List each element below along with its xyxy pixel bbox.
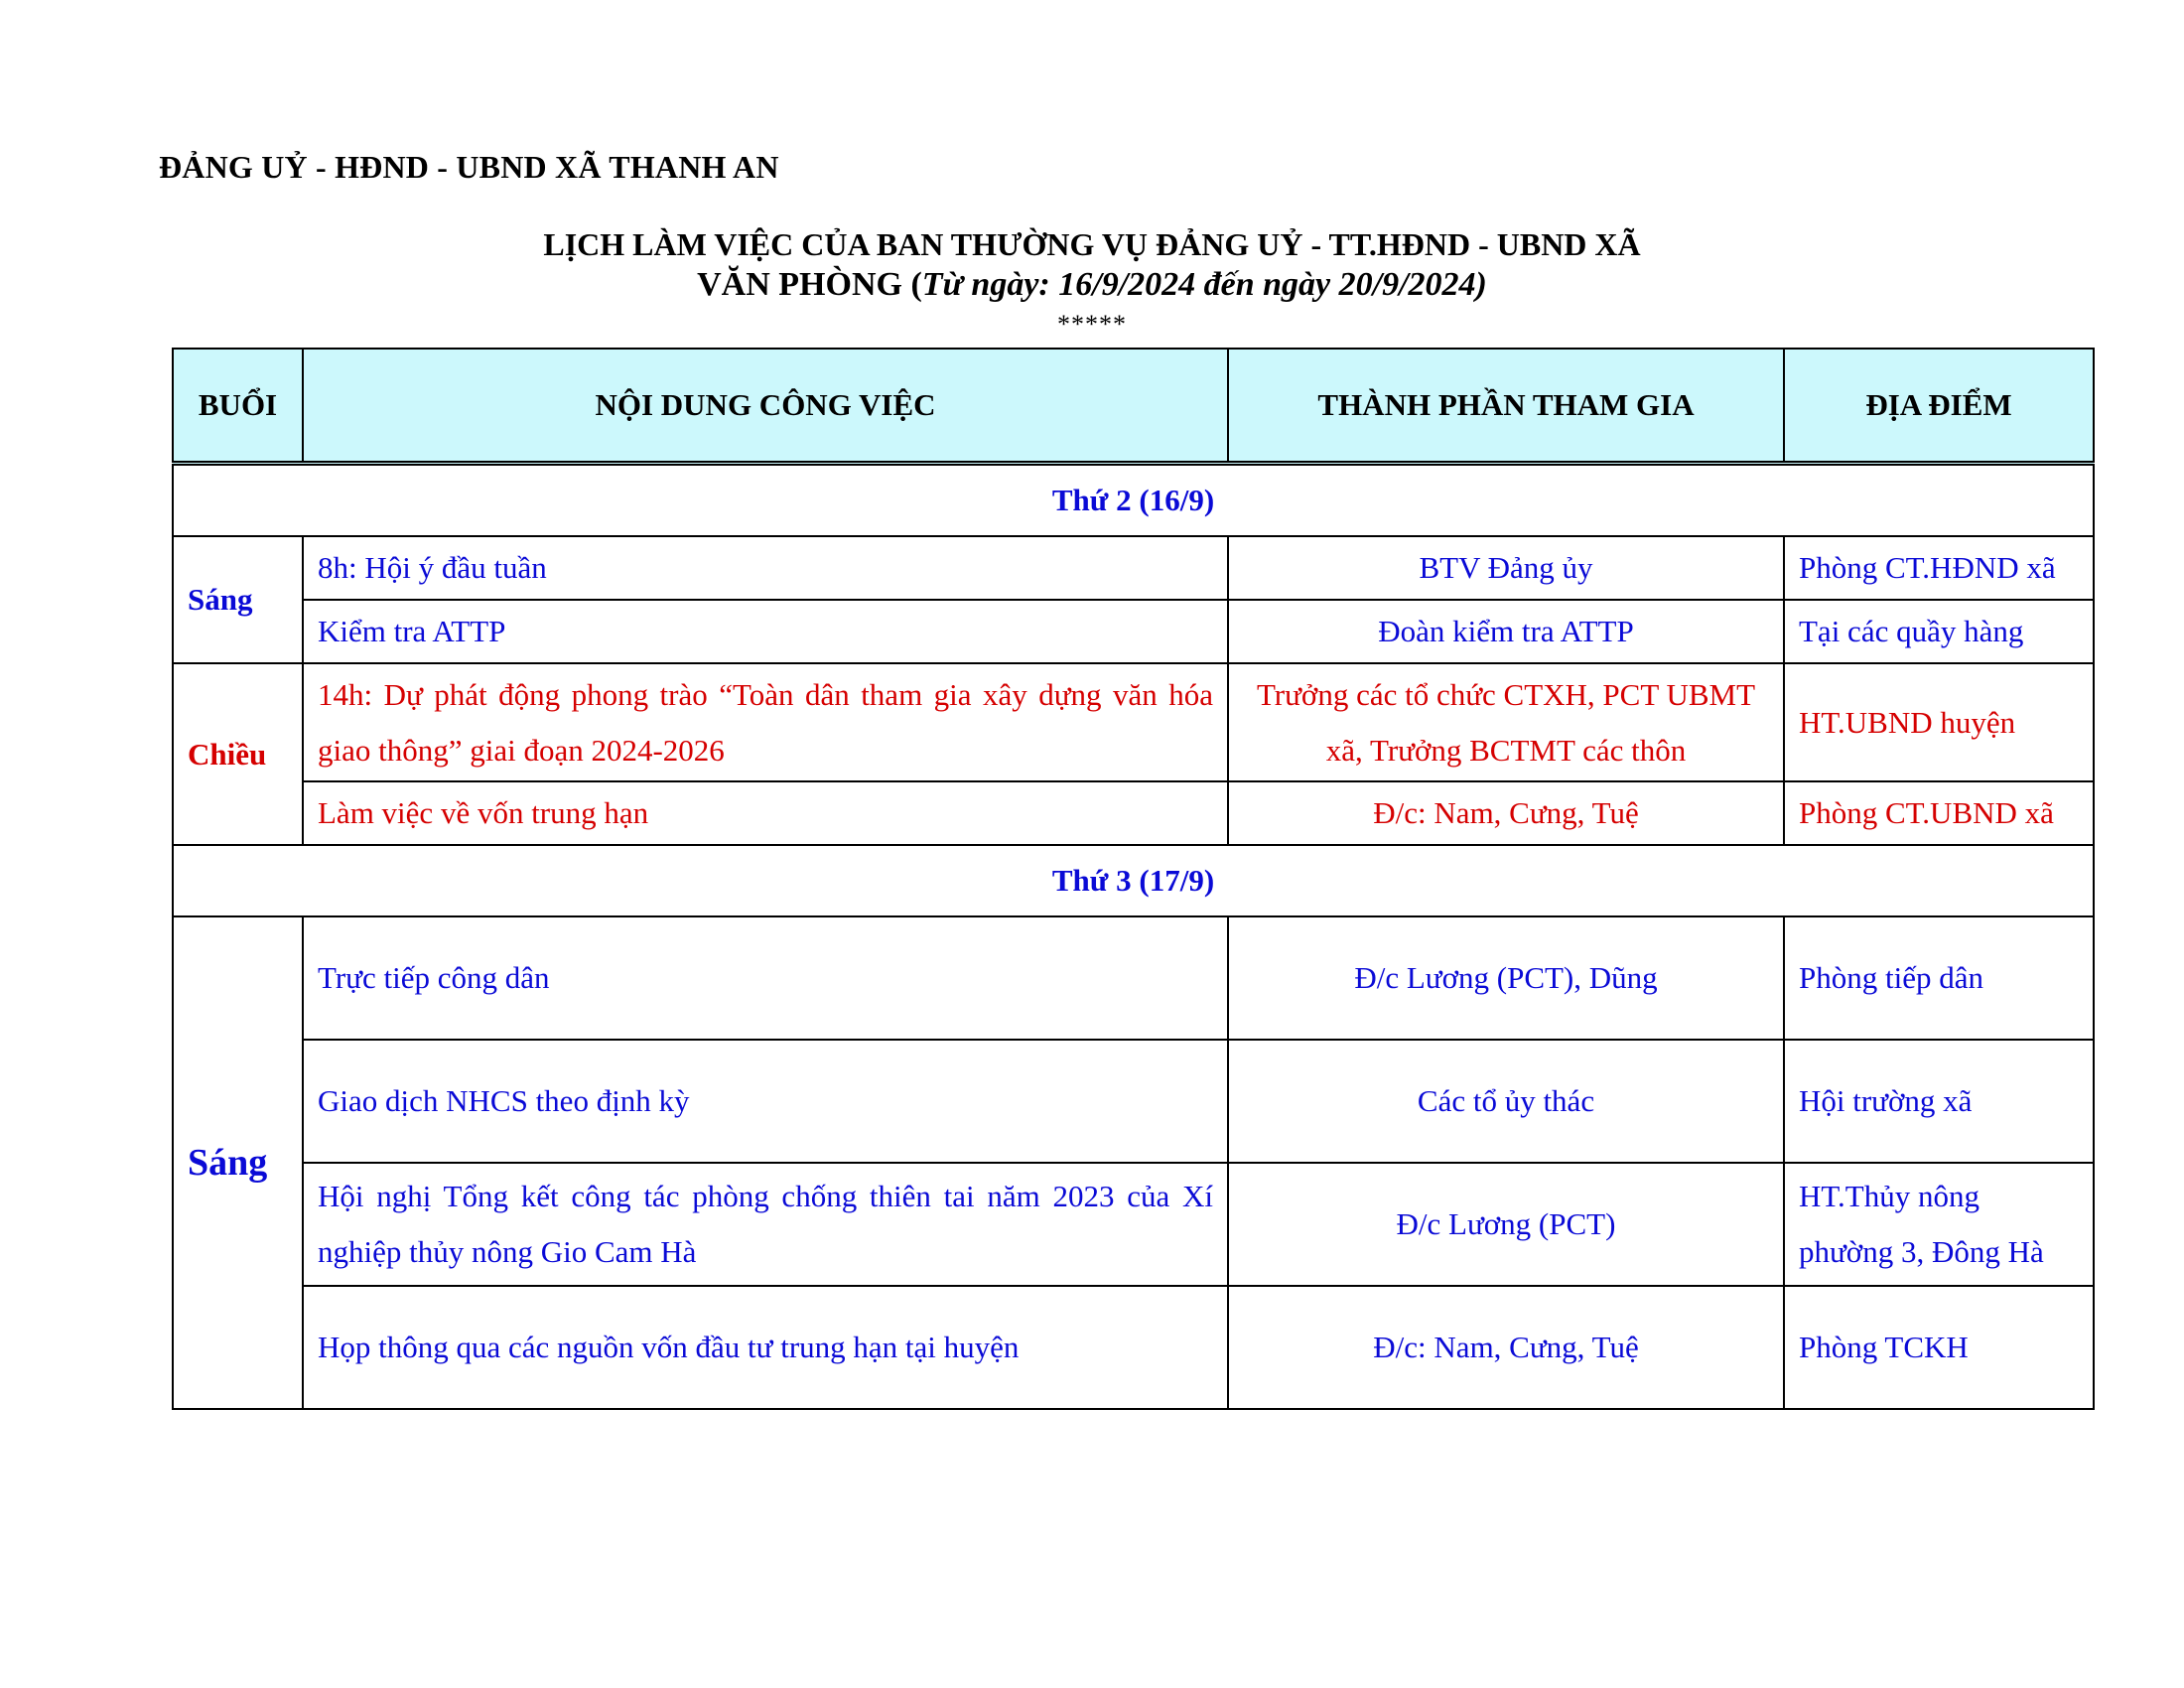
task-location: Phòng tiếp dân xyxy=(1784,916,2094,1040)
task-content: Làm việc về vốn trung hạn xyxy=(303,781,1228,845)
table-row xyxy=(173,1163,2094,1286)
table-row xyxy=(173,663,2094,781)
day-row xyxy=(173,845,2094,916)
session-label: Sáng xyxy=(173,916,303,1409)
table-header-row xyxy=(173,349,2094,464)
separator-stars: ***** xyxy=(1057,310,1127,339)
task-participants: Trưởng các tổ chức CTXH, PCT UBMT xã, Trưởng BCTMT các thôn xyxy=(1228,663,1784,781)
task-content: Trực tiếp công dân xyxy=(303,916,1228,1040)
schedule-subtitle xyxy=(0,266,2184,304)
task-content: Họp thông qua các nguồn vốn đầu tư trung hạn tại huyện xyxy=(303,1286,1228,1409)
task-location: Phòng CT.HĐND xã xyxy=(1784,536,2094,600)
table-row xyxy=(173,600,2094,663)
table-row xyxy=(173,781,2094,845)
task-participants: BTV Đảng ủy xyxy=(1228,536,1784,600)
day-label: Thứ 2 (16/9) xyxy=(173,464,2094,537)
table-row xyxy=(173,536,2094,600)
org-name: ĐẢNG UỶ - HĐND - UBND XÃ THANH AN xyxy=(159,149,779,185)
subtitle-prefix: VĂN PHÒNG ( xyxy=(697,266,922,303)
task-location: Phòng CT.UBND xã xyxy=(1784,781,2094,845)
col-header-session: BUỔI xyxy=(173,349,303,464)
task-location: Tại các quầy hàng xyxy=(1784,600,2094,663)
session-label: Chiều xyxy=(173,663,303,845)
task-location: HT.UBND huyện xyxy=(1784,663,2094,781)
task-content: 14h: Dự phát động phong trào “Toàn dân tham gia xây dựng văn hóa giao thông” giai đoạn 2024-2026 xyxy=(303,663,1228,781)
task-content: Hội nghị Tổng kết công tác phòng chống thiên tai năm 2023 của Xí nghiệp thủy nông Gio Cam Hà xyxy=(303,1163,1228,1286)
task-participants: Đoàn kiểm tra ATTP xyxy=(1228,600,1784,663)
col-header-participants: THÀNH PHẦN THAM GIA xyxy=(1228,349,1784,464)
col-header-content: NỘI DUNG CÔNG VIỆC xyxy=(303,349,1228,464)
task-content: 8h: Hội ý đầu tuần xyxy=(303,536,1228,600)
schedule-table xyxy=(172,348,2095,1410)
task-location: HT.Thủy nông phường 3, Đông Hà xyxy=(1784,1163,2094,1286)
schedule-title: LỊCH LÀM VIỆC CỦA BAN THƯỜNG VỤ ĐẢNG UỶ - TT.HĐND - UBND XÃ xyxy=(543,226,1641,262)
task-participants: Đ/c Lương (PCT), Dũng xyxy=(1228,916,1784,1040)
task-content: Kiểm tra ATTP xyxy=(303,600,1228,663)
day-label: Thứ 3 (17/9) xyxy=(173,845,2094,916)
task-participants: Đ/c: Nam, Cưng, Tuệ xyxy=(1228,781,1784,845)
table-row xyxy=(173,1286,2094,1409)
task-location: Hội trường xã xyxy=(1784,1040,2094,1163)
date-range: Từ ngày: 16/9/2024 đến ngày 20/9/2024) xyxy=(921,266,1487,303)
col-header-location: ĐỊA ĐIỂM xyxy=(1784,349,2094,464)
task-content: Giao dịch NHCS theo định kỳ xyxy=(303,1040,1228,1163)
table-row xyxy=(173,1040,2094,1163)
table-row xyxy=(173,916,2094,1040)
task-participants: Đ/c: Nam, Cưng, Tuệ xyxy=(1228,1286,1784,1409)
task-participants: Các tổ ủy thác xyxy=(1228,1040,1784,1163)
session-label: Sáng xyxy=(173,536,303,663)
day-row xyxy=(173,464,2094,537)
task-participants: Đ/c Lương (PCT) xyxy=(1228,1163,1784,1286)
task-location: Phòng TCKH xyxy=(1784,1286,2094,1409)
